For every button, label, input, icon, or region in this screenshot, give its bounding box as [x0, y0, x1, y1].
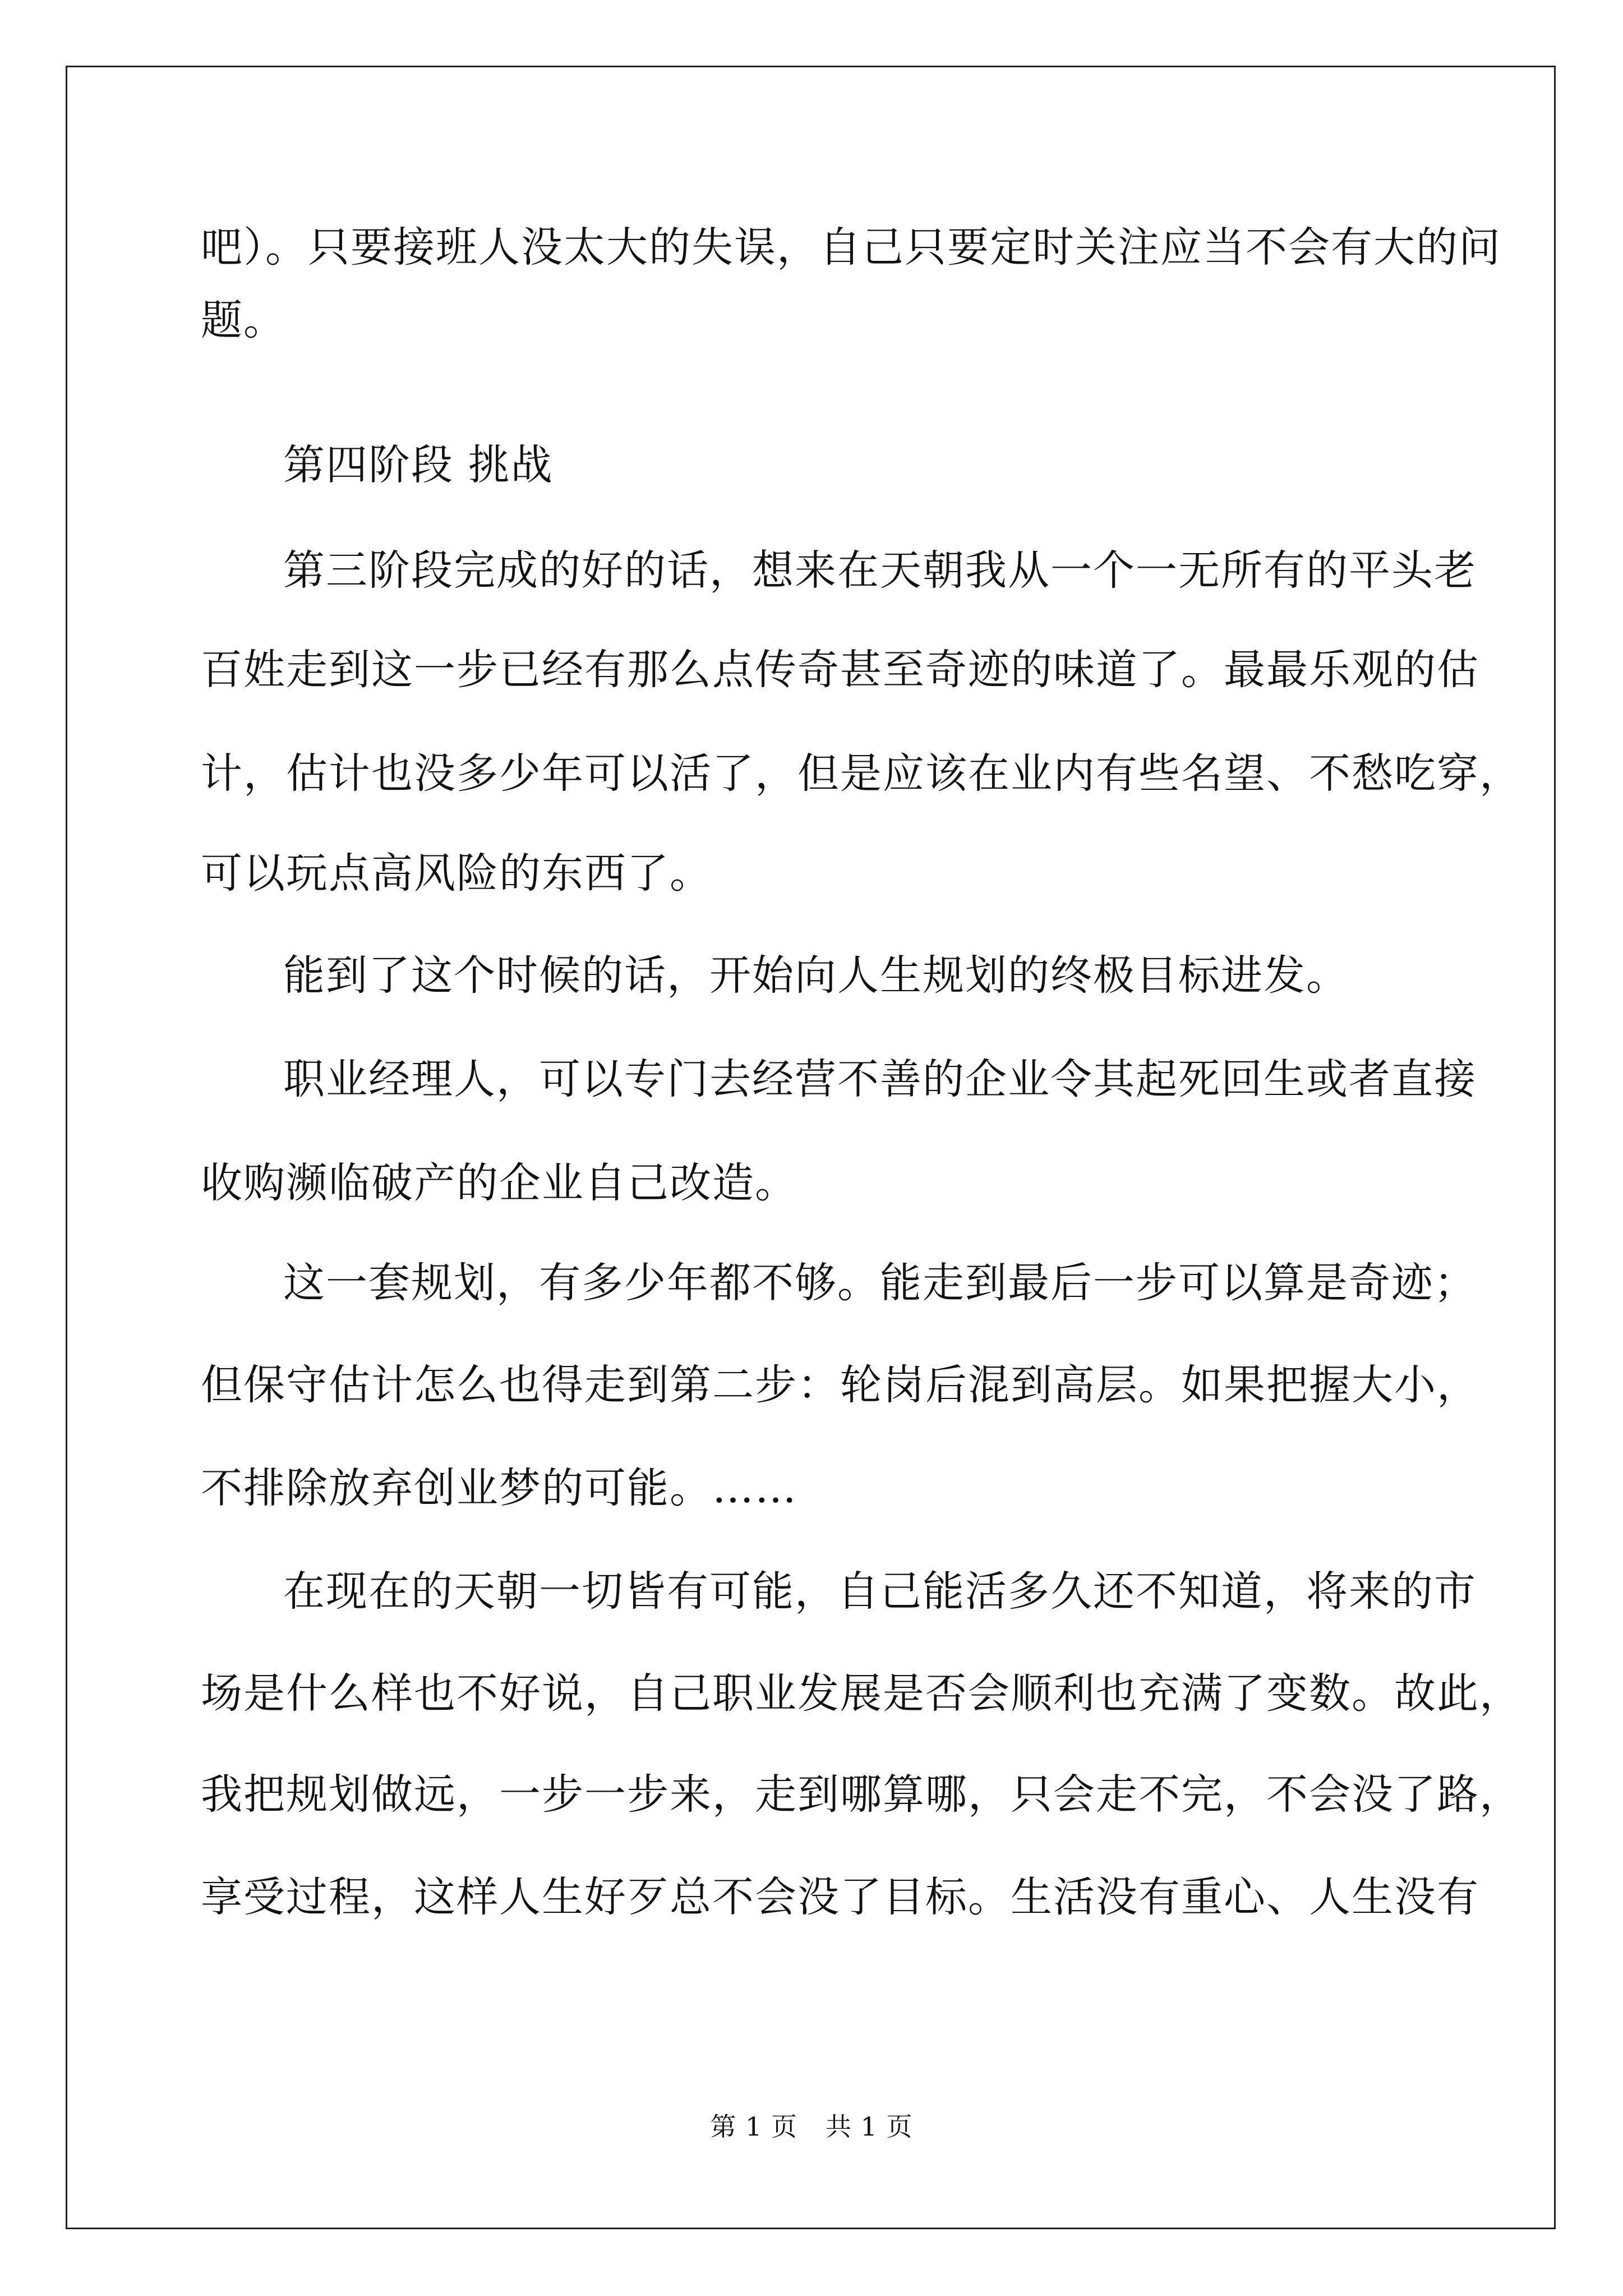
page-count: 共 1 页 — [826, 2111, 913, 2142]
text-line: 这一套规划，有多少年都不够。能走到最后一步可以算是奇迹； — [283, 1259, 1477, 1307]
text-line: 不排除放弃创业梦的可能。…… — [201, 1464, 797, 1512]
text-line: 能到了这个时候的话，开始向人生规划的终极目标进发。 — [283, 951, 1349, 1000]
text-line: 第三阶段完成的好的话，想来在天朝我从一个一无所有的平头老 — [283, 546, 1477, 595]
page-number: 第 1 页 — [710, 2111, 797, 2142]
text-line: 收购濒临破产的企业自己改造。 — [201, 1159, 797, 1207]
text-line: 在现在的天朝一切皆有可能，自己能活多久还不知道，将来的市 — [283, 1567, 1477, 1616]
text-line: 我把规划做远，一步一步来，走到哪算哪，只会走不完，不会没了路， — [201, 1770, 1522, 1819]
text-line: 百姓走到这一步已经有那么点传奇甚至奇迹的味道了。最最乐观的估 — [201, 646, 1479, 694]
text-line: 享受过程，这样人生好歹总不会没了目标。生活没有重心、人生没有 — [201, 1873, 1479, 1921]
page-footer — [0, 2111, 1623, 2142]
text-line: 计，估计也没多少年可以活了，但是应该在业内有些名望、不愁吃穿， — [201, 749, 1522, 798]
text-line: 可以玩点高风险的东西了。 — [201, 849, 712, 898]
text-line: 场是什么样也不好说，自己职业发展是否会顺利也充满了变数。故此， — [201, 1669, 1522, 1718]
text-line: 吧）。只要接班人没太大的失误，自己只要定时关注应当不会有大的问 — [201, 223, 1501, 272]
text-line: 但保守估计怎么也得走到第二步：轮岗后混到高层。如果把握大小， — [201, 1361, 1479, 1409]
text-line: 题。 — [201, 296, 286, 344]
text-line: 职业经理人，可以专门去经营不善的企业令其起死回生或者直接 — [283, 1055, 1477, 1103]
section-heading: 第四阶段 挑战 — [283, 441, 554, 489]
